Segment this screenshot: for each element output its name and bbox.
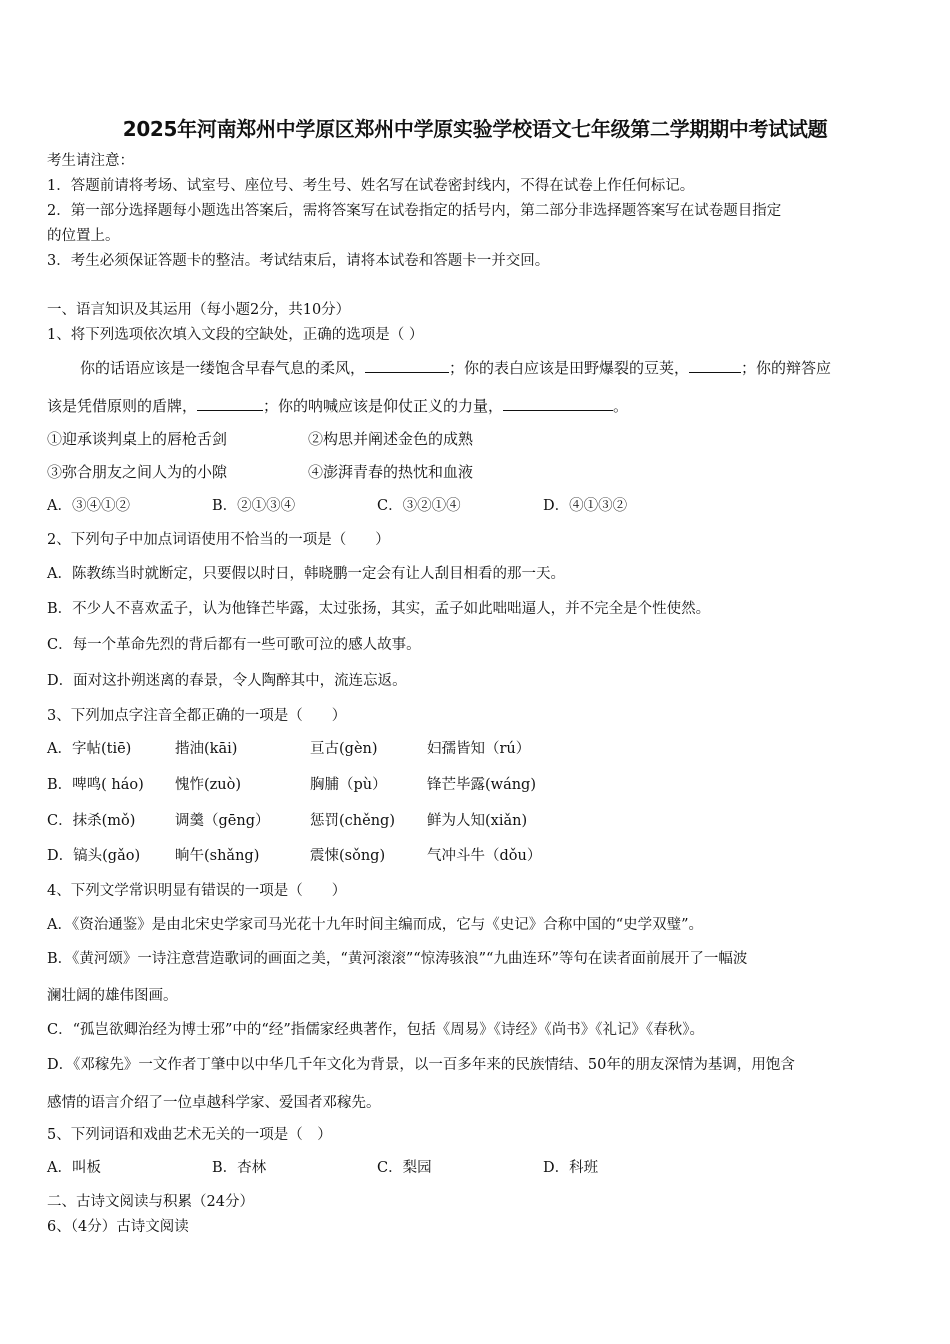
notice-heading: 考生请注意： [47,153,134,169]
q4-option-b: B．《黄河颂》一诗注意营造歌词的画面之美，“黄河滚滚”“惊涛骇浪”“九曲连环”等句在读者面前展开了一幅波 [47,951,748,967]
q3-cell: 鲜为人知(xiǎn) [427,813,528,829]
section1-heading: 一、语言知识及其运用（每小题2分，共10分） [47,302,351,318]
notice-item: 的位置上。 [47,228,120,244]
q2-option-c: C．每一个革命先烈的背后都有一些可歌可泣的感人故事。 [47,637,421,653]
q3-cell: 惩罚(chěng) [310,813,395,829]
q3-cell: 亘古(gèn) [310,741,378,757]
q1-item: ①迎承谈判桌上的唇枪舌剑 [47,430,228,448]
q1-option-d: D．④①③② [543,498,628,514]
q3-cell: 调羹（gēng） [175,813,270,829]
q1-option-b: B．②①③④ [212,498,296,514]
notice-item: 2．第一部分选择题每小题选出答案后，需将答案写在试卷指定的括号内，第二部分非选择题答案写在试卷题目指定 [47,203,782,219]
q4-option-d-cont: 感情的语言介绍了一位卓越科学家、爱国者邓稼先。 [47,1095,381,1111]
q3-cell: 气冲斗牛（dǒu） [427,848,542,864]
q1-option-a: A．③④①② [47,498,130,514]
q1-item: ④澎湃青春的热忱和血液 [308,463,474,481]
q3-cell: 晌午(shǎng) [175,848,260,864]
passage-text: 你的话语应该是一缕饱含早春气息的柔风， [80,359,366,377]
notice-item: 3．考生必须保证答题卡的整洁。考试结束后，请将本试卷和答题卡一并交回。 [47,253,550,269]
q1-passage-line2 [47,396,628,416]
q4-option-d: D．《邓稼先》一文作者丁肇中以中华几千年文化为背景，以一百多年来的民族情结、50年的朋友深情为基调，用饱含 [47,1057,795,1073]
q3-cell: 妇孺皆知（rú） [427,741,531,757]
passage-text: ；你的表白应该是田野爆裂的豆荚， [449,359,690,377]
q5-option-a: A．叫板 [47,1160,101,1176]
q6-stem: 6、（4分）古诗文阅读 [47,1219,189,1235]
q2-option-a: A．陈教练当时就断定，只要假以时日，韩晓鹏一定会有让人刮目相看的那一天。 [47,566,565,582]
fill-blank [689,358,741,373]
q5-option-c: C．梨园 [377,1160,432,1176]
q1-item: ③弥合朋友之间人为的小隙 [47,463,228,481]
q3-cell: 愧怍(zuò) [175,777,242,793]
q4-stem: 4、下列文学常识明显有错误的一项是（ ） [47,883,347,899]
q5-stem: 5、下列词语和戏曲艺术无关的一项是（ ） [47,1127,332,1143]
fill-blank [197,396,263,411]
q1-stem: 1、将下列选项依次填入文段的空缺处，正确的选项是（ ） [47,327,424,343]
q3-cell: A．字帖(tiē) [47,741,132,757]
q3-cell: D．镐头(gǎo) [47,848,141,864]
q3-cell: B．啤鸣( háo) [47,777,144,793]
passage-text: 。 [613,397,629,415]
q3-cell: 震悚(sǒng) [310,848,386,864]
q2-option-d: D．面对这扑朔迷离的春景，令人陶醉其中，流连忘返。 [47,673,407,689]
q5-option-b: B．杏林 [212,1160,267,1176]
fill-blank [503,396,613,411]
q4-option-a: A．《资治通鉴》是由北宋史学家司马光花十九年时间主编而成，它与《史记》合称中国的“史学双璧”。 [47,917,704,933]
q3-cell: 揩油(kāi) [175,741,238,757]
q2-stem: 2、下列句子中加点词语使用不恰当的一项是（ ） [47,532,390,548]
q1-passage-line1 [80,358,831,378]
passage-text: ；你的辩答应 [741,359,832,377]
q5-option-d: D．科班 [543,1160,599,1176]
q1-item: ②构思并阐述金色的成熟 [308,430,474,448]
q2-option-b: B．不少人不喜欢孟子，认为他锋芒毕露，太过张扬，其实，孟子如此咄咄逼人，并不完全是个性使然。 [47,601,711,617]
notice-item: 1．答题前请将考场、试室号、座位号、考生号、姓名写在试卷密封线内，不得在试卷上作任何标记。 [47,178,695,194]
q3-cell: C．抹杀(mǒ) [47,813,136,829]
passage-text: ；你的呐喊应该是仰仗正义的力量， [263,397,504,415]
q3-cell: 锋芒毕露(wáng) [427,777,536,793]
section2-heading: 二、古诗文阅读与积累（24分） [47,1194,254,1210]
q4-option-c: C．“孤岂欲卿治经为博士邪”中的“经”指儒家经典著作，包括《周易》《诗经》《尚书》《礼记》《春秋》。 [47,1022,704,1038]
q4-option-b-cont: 澜壮阔的雄伟图画。 [47,988,178,1004]
q3-stem: 3、下列加点字注音全都正确的一项是（ ） [47,708,347,724]
passage-text: 该是凭借原则的盾牌， [47,397,198,415]
q3-cell: 胸脯（pù） [310,777,387,793]
fill-blank [365,358,449,373]
q1-option-c: C．③②①④ [377,498,461,514]
page-title: 2025年河南郑州中学原区郑州中学原实验学校语文七年级第二学期期中考试试题 [122,117,828,141]
